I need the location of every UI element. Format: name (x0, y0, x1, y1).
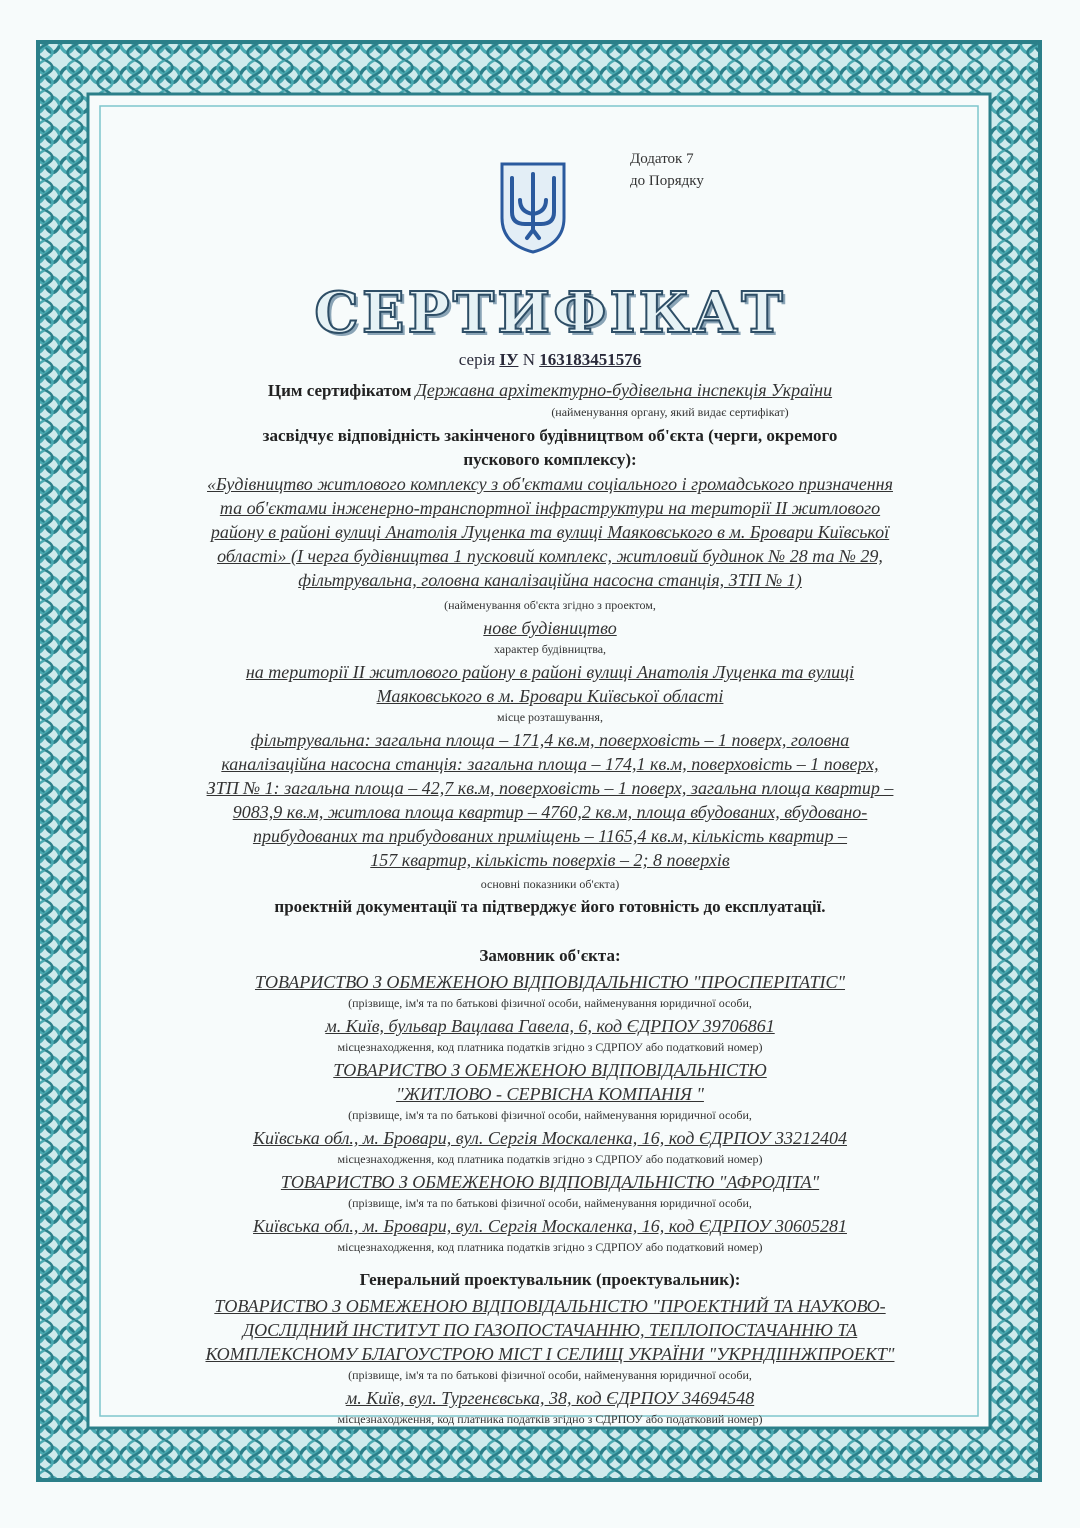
designer-address-caption: місцезнаходження, код платника податків згідно з СДРПОУ або податковий номер) (337, 1412, 763, 1426)
object-caption: (найменування об'єкта згідно з проектом, (444, 598, 656, 612)
indicator-line: 9083,9 кв.м, житлова площа квартир – 4760,2 кв.м, площа вбудованих, вбудовано- (232, 802, 868, 822)
issuer-prefix: Цим сертифікатом (267, 381, 412, 400)
customer-address-caption: місцезнаходження, код платника податків згідно з СДРПОУ або податковий номер) (337, 1040, 763, 1054)
trident-coat-of-arms-icon (498, 160, 568, 255)
location-line: на території ІІ житлового району в районі вулиці Анатолія Луценка та вулиці (245, 662, 855, 682)
indicator-line: фільтрувальна: загальна площа – 171,4 кв.м, поверховість – 1 поверх, головна (250, 730, 850, 750)
customer-name-caption: (прізвище, ім'я та по батькові фізичної особи, найменування юридичної особи, (348, 996, 752, 1010)
customer-name-caption: (прізвище, ім'я та по батькові фізичної особи, найменування юридичної особи, (348, 1196, 752, 1210)
annex-line-1: Додаток 7 (630, 151, 694, 167)
object-description-line: області» (І черга будівництва 1 пусковий комплекс, житловий будинок № 28 та № 29, (217, 546, 883, 566)
indicator-line: 157 квартир, кількість поверхів – 2; 8 поверхів (370, 850, 730, 870)
issuer-caption: (найменування органу, який видає сертифікат) (551, 405, 789, 419)
customer-heading: Замовник об'єкта: (479, 946, 621, 965)
designer-name-line: КОМПЛЕКСНОМУ БЛАГОУСТРОЮ МІСТ І СЕЛИЩ УКРАЇНИ "УКРНДІІНЖПРОЕКТ" (205, 1344, 895, 1364)
customer-address-caption: місцезнаходження, код платника податків згідно з СДРПОУ або податковий номер) (337, 1152, 763, 1166)
construction-type: нове будівництво (483, 618, 617, 638)
designer-name-line: ДОСЛІДНИЙ ІНСТИТУТ ПО ГАЗОПОСТАЧАННЮ, ТЕПЛОПОСТАЧАННЮ ТА (242, 1320, 858, 1340)
object-description-line: «Будівництво житлового комплексу з об'єктами соціального і громадського призначення (207, 474, 893, 494)
customer-name-line: ТОВАРИСТВО З ОБМЕЖЕНОЮ ВІДПОВІДАЛЬНІСТЮ (333, 1060, 767, 1080)
issuer-line (120, 380, 980, 401)
indicators-caption: основні показники об'єкта) (480, 877, 620, 891)
construction-type-caption: характер будівництва, (493, 642, 607, 656)
designer-address: м. Київ, вул. Тургенєвська, 38, код ЄДРПОУ 34694548 (345, 1388, 755, 1408)
certificate-body (120, 140, 980, 1440)
customer-name-caption: (прізвище, ім'я та по батькові фізичної особи, найменування юридичної особи, (348, 1108, 752, 1122)
customer-address: Київська обл., м. Бровари, вул. Сергія Москаленка, 16, код ЄДРПОУ 30605281 (253, 1216, 847, 1236)
customer-address-caption: місцезнаходження, код платника податків згідно з СДРПОУ або податковий номер) (337, 1240, 763, 1254)
designer-heading: Генеральний проектувальник (проектувальник): (359, 1270, 741, 1289)
indicator-line: каналізаційна насосна станція: загальна площа – 174,1 кв.м, поверховість – 1 поверх, (221, 754, 879, 774)
customer-address: Київська обл., м. Бровари, вул. Сергія Москаленка, 16, код ЄДРПОУ 33212404 (253, 1128, 847, 1148)
statement-line-2: пускового комплексу): (463, 450, 637, 469)
designer-name-caption: (прізвище, ім'я та по батькові фізичної особи, найменування юридичної особи, (348, 1368, 752, 1382)
serial-line (120, 350, 980, 370)
customer-name-line: ТОВАРИСТВО З ОБМЕЖЕНОЮ ВІДПОВІДАЛЬНІСТЮ "ПРОСПЕРІТАТІС" (254, 972, 846, 992)
certificate-title: СЕРТИФІКАТ (314, 280, 786, 346)
object-description-line: фільтрувальна, головна каналізаційна насосна станція, ЗТП № 1) (298, 570, 802, 590)
indicator-line: прибудованих та прибудованих приміщень – 1165,4 кв.м, кількість квартир – (252, 826, 848, 846)
issuer-name: Державна архітектурно-будівельна інспекція України (415, 380, 833, 400)
location-line: Маяковського в м. Бровари Київської області (376, 686, 724, 706)
customer-address: м. Київ, бульвар Вацлава Гавела, 6, код ЄДРПОУ 39706861 (325, 1016, 775, 1036)
annex-note (630, 148, 704, 192)
series-label: серія (458, 350, 496, 369)
designer-name-line: ТОВАРИСТВО З ОБМЕЖЕНОЮ ВІДПОВІДАЛЬНІСТЮ "ПРОЕКТНИЙ ТА НАУКОВО- (214, 1296, 886, 1316)
customer-name-line: "ЖИТЛОВО - СЕРВІСНА КОМПАНІЯ " (396, 1084, 704, 1104)
object-description-line: та об'єктами інженерно-транспортної інфраструктури на території ІІ житлового (219, 498, 881, 518)
statement-line-1: засвідчує відповідність закінченого будівництвом об'єкта (черги, окремого (262, 426, 838, 445)
number-value: 163183451576 (539, 350, 642, 369)
series-value: ІУ (499, 350, 519, 369)
location-caption: місце розташування, (497, 710, 603, 724)
object-description-line: району в районі вулиці Анатолія Луценка та вулиці Маяковського в м. Бровари Київської (210, 522, 890, 542)
number-label: N (522, 350, 535, 369)
annex-line-2: до Порядку (630, 173, 704, 189)
conclusion-line: проектній документації та підтверджує його готовність до експлуатації. (274, 897, 826, 916)
indicator-line: ЗТП № 1: загальна площа – 42,7 кв.м, поверховість – 1 поверх, загальна площа квартир – (206, 778, 894, 798)
customer-name-line: ТОВАРИСТВО З ОБМЕЖЕНОЮ ВІДПОВІДАЛЬНІСТЮ "АФРОДІТА" (280, 1172, 820, 1192)
